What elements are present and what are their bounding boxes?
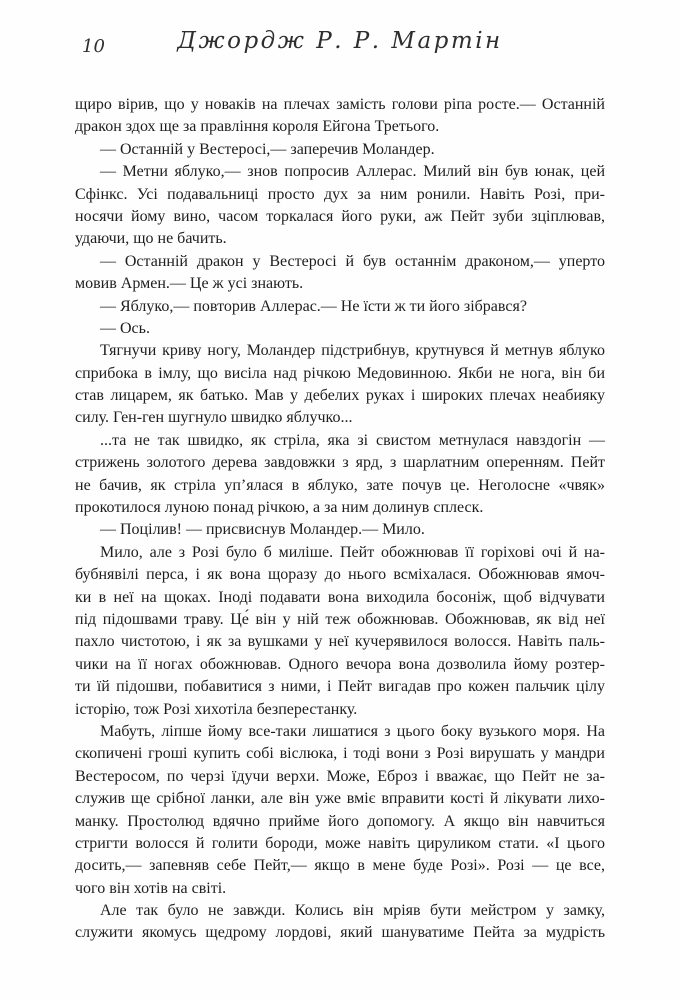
text-line: — Яблуко,— повторив Аллерас.— Не їсти ж ти його зібрався?: [100, 297, 527, 315]
text-line: — Останній у Вестеросі,— заперечив Моландер.: [100, 140, 435, 158]
text-line: історію, тож Розі хихотіла безперестанку.: [75, 700, 358, 718]
text-line: — Останній дракон у Вестеросі й був останнім драконом,— уперто: [100, 252, 605, 270]
text-line: Тягнучи криву ногу, Моландер підстрибнув, крутнувся й метнув яблуко: [100, 342, 605, 360]
text-line: став лицарем, як батько. Мав у дебелих руках і широких плечах неабияку: [75, 387, 605, 405]
text-line: служити якомусь щедрому лордові, який шануватиме Пейта за мудрість: [75, 924, 605, 942]
text-line: прокотилося луною понад річкою, а за ним долинув сплеск.: [75, 499, 484, 517]
page-number: 10: [82, 36, 105, 57]
text-line: стрижень золотого дерева завдовжки з ярд, з шарлатним оперенням. Пейт: [75, 454, 605, 472]
text-line: досить,— запевняв себе Пейт,— якщо в мене буде Розі». Розі — це все,: [75, 857, 605, 875]
text-line: — Метни яблуко,— знов попросив Аллерас. Милий він був юнак, цей: [100, 163, 605, 181]
text-line: скопичені гроші купить собі віслюка, і тоді вони з Розі вирушать у мандри: [75, 745, 605, 763]
text-line: під підошвами траву. Це́ він у ній теж обожнював. Обожнював, як від неї: [75, 610, 605, 628]
text-line: Вестеросом, по черзі їдучи верхи. Може, Еброз і вважає, що Пейт не за-: [75, 767, 605, 785]
body-text: [75, 94, 605, 945]
text-line: мовив Армен.— Це ж усі знають.: [75, 275, 304, 293]
text-line: ...та не так швидко, як стріла, яка зі свистом метнулася навздогін —: [100, 431, 605, 449]
text-line: не бачив, як стріла уп’ялася в яблуко, зате почув це. Неголосне «чвяк»: [75, 476, 605, 494]
text-line: служив ще срібної ланки, але він уже вміє вправити кості й лікувати лихо-: [75, 790, 605, 808]
text-line: дракон здох ще за правління короля Ейгона Третього.: [75, 118, 440, 136]
text-line: Сфінкс. Усі подавальниці просто дух за ним ронили. Навіть Розі, при-: [75, 185, 605, 203]
text-line: Мабуть, ліпше йому все-таки лишатися з цього боку вузького моря. На: [100, 722, 605, 740]
text-line: чого він хотів на світі.: [75, 879, 227, 897]
text-line: ки в неї на щоках. Іноді подавати вона виходила босоніж, щоб відчувати: [75, 588, 605, 606]
running-title: Джордж Р. Р. Мартін: [177, 28, 503, 54]
text-line: ти їй підошви, побавитися з ними, і Пейт вигадав про кожен пальчик цілу: [75, 678, 605, 696]
text-line: стригти волосся й голити бороди, може навіть цируликом стати. «І цього: [75, 834, 605, 852]
text-line: носячи йому вино, часом торкалася його руки, аж Пейт зуби зціплював,: [75, 207, 605, 225]
text-line: удаючи, що не бачить.: [75, 230, 227, 248]
text-line: сприбока в імлу, що висіла над річкою Медовинною. Якби не нога, він би: [75, 364, 605, 382]
text-line: манку. Простолюд вдячно прийме його допомогу. А якщо він навчиться: [75, 812, 605, 830]
text-line: — Поцілив! — присвиснув Моландер.— Мило.: [100, 521, 425, 539]
text-line: силу. Ген-ген шугнуло швидко яблучко...: [75, 409, 353, 427]
text-line: Мило, але з Розі було б миліше. Пейт обожнював її горіхові очі й на-: [100, 543, 605, 561]
text-line: чики на її ногах обожнював. Одного вечора вона дозволила йому розтер-: [75, 655, 605, 673]
text-line: пахло чистотою, і як за вушками у неї кучерявилося волосся. Навіть паль-: [75, 633, 605, 651]
text-line: щиро вірив, що у новаків на плечах замість голови ріпа росте.— Останній: [75, 96, 605, 113]
text-line: бубнявілі перса, і як вона щоразу до нього всміхалася. Обожнював ямоч-: [75, 566, 605, 584]
text-line: Але так було не завжди. Колись він мріяв бути мейстром у замку,: [100, 902, 605, 920]
text-line: — Ось.: [100, 319, 150, 337]
